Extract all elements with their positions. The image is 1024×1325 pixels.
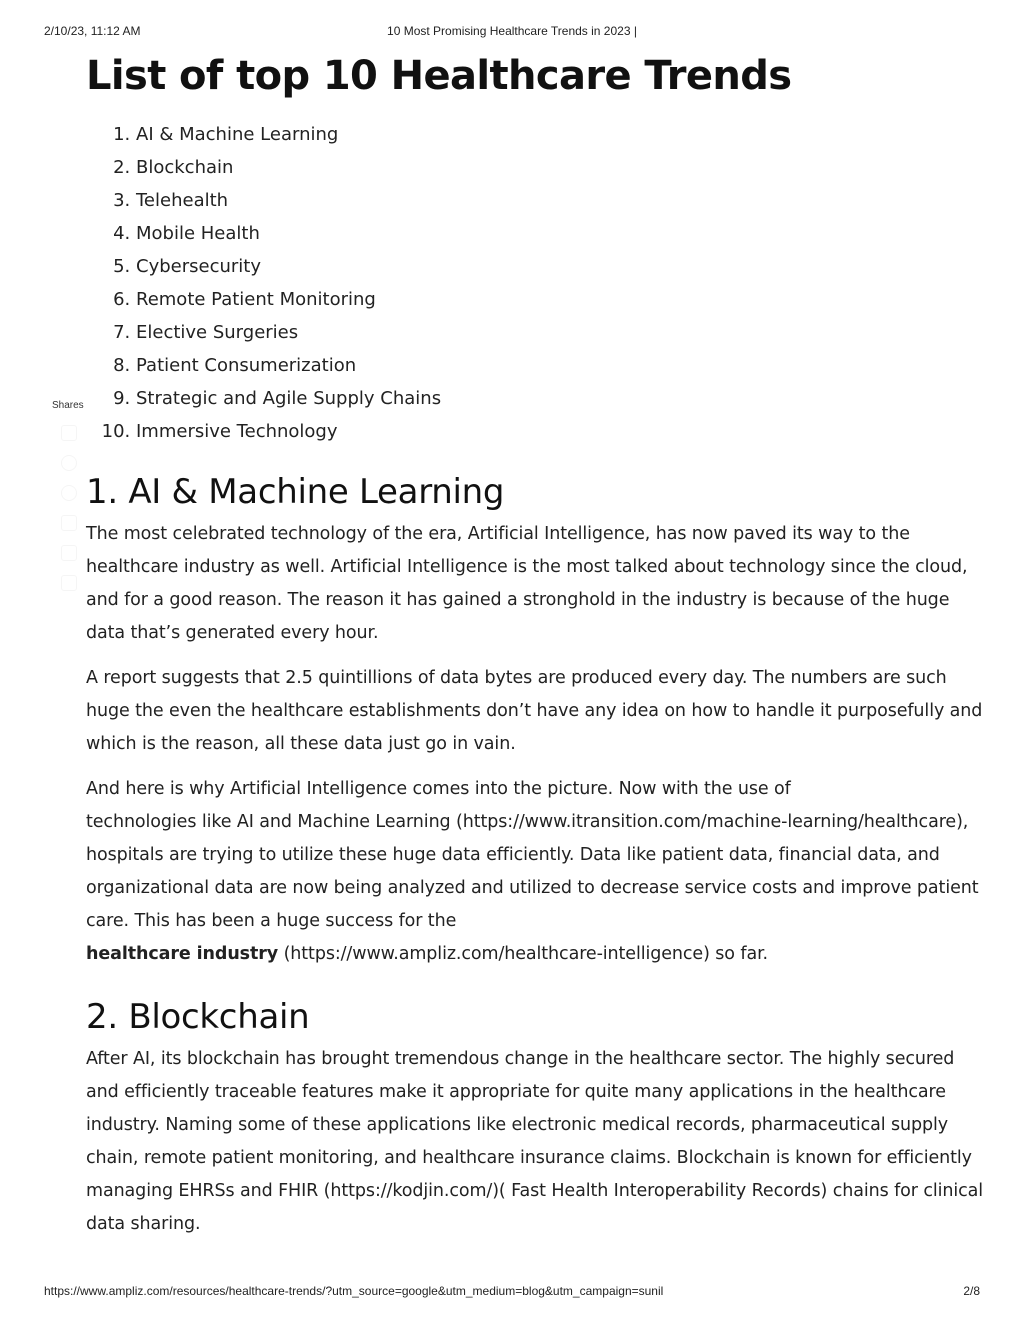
list-item[interactable]: 1. AI & Machine Learning <box>136 118 986 151</box>
section-blockchain <box>86 995 986 1241</box>
print-date: 2/10/23, 11:12 AM <box>44 24 141 38</box>
share-icon[interactable] <box>61 575 77 591</box>
article-title: List of top 10 Healthcare Trends <box>86 53 792 99</box>
page-number: 2/8 <box>963 1284 980 1298</box>
paragraph: The most celebrated technology of the era, Artificial Intelligence, has now paved its way to the healthcare industry as well. Artificial Intelligence is the most talked about technology since the cloud, and for a good reason. The reason it has gained a stronghold in the industry is because of the huge data that’s generated every hour. <box>86 524 968 643</box>
email-icon[interactable] <box>61 545 77 561</box>
list-item[interactable]: 10. Immersive Technology <box>136 415 986 448</box>
trends-list <box>86 118 986 448</box>
paragraph <box>86 773 986 971</box>
list-item[interactable]: 2. Blockchain <box>136 151 986 184</box>
share-sidebar <box>48 400 88 591</box>
list-item[interactable]: 3. Telehealth <box>136 184 986 217</box>
section-heading: 1. AI & Machine Learning <box>86 472 505 512</box>
article <box>86 50 986 1253</box>
list-item[interactable]: 4. Mobile Health <box>136 217 986 250</box>
list-item[interactable]: 9. Strategic and Agile Supply Chains <box>136 382 986 415</box>
share-label: Shares <box>52 400 84 411</box>
section-heading: 2. Blockchain <box>86 997 310 1037</box>
ampliz-link[interactable]: (https://www.ampliz.com/healthcare-intelligence) so far. <box>278 944 769 964</box>
list-item[interactable]: 6. Remote Patient Monitoring <box>136 283 986 316</box>
print-url: https://www.ampliz.com/resources/healthcare-trends/?utm_source=google&utm_medium=blog&utm_campaign=sunil <box>44 1284 664 1298</box>
list-item[interactable]: 5. Cybersecurity <box>136 250 986 283</box>
facebook-icon[interactable] <box>61 425 77 441</box>
section-ai <box>86 470 986 971</box>
twitter-icon[interactable] <box>61 455 77 471</box>
paragraph: A report suggests that 2.5 quintillions of data bytes are produced every day. The numbers are such huge the even the healthcare establishments don’t have any idea on how to handle it purposefully and which is the reason, all these data just go in vain. <box>86 668 983 754</box>
paragraph-line: And here is why Artificial Intelligence comes into the picture. Now with the use of <box>86 779 791 799</box>
list-item[interactable]: 8. Patient Consumerization <box>136 349 986 382</box>
paragraph: After AI, its blockchain has brought tremendous change in the healthcare sector. The highly secured and efficiently traceable features make it appropriate for quite many applications in the healthcare industry. Naming some of these applications like electronic medical records, pharmaceutical supply chain, remote patient monitoring, and healthcare insurance claims. Blockchain is known for efficiently managing EHRSs and FHIR (https://kodjin.com/)( Fast Health Interoperability Records) chains for clinical data sharing. <box>86 1049 984 1234</box>
print-page-title: 10 Most Promising Healthcare Trends in 2023 | <box>387 24 637 38</box>
itransition-link[interactable]: technologies like AI and Machine Learning (https://www.itransition.com/machine-learning/healthcare), hospitals are trying to utilize these huge data efficiently. Data like patient data, financial data, and organizational data are now being analyzed and utilized to decrease service costs and improve patient care. This has been a huge success for the <box>86 812 979 931</box>
list-item[interactable]: 7. Elective Surgeries <box>136 316 986 349</box>
pinterest-icon[interactable] <box>61 485 77 501</box>
linkedin-icon[interactable] <box>61 515 77 531</box>
healthcare-industry-link[interactable]: healthcare industry <box>86 944 279 964</box>
